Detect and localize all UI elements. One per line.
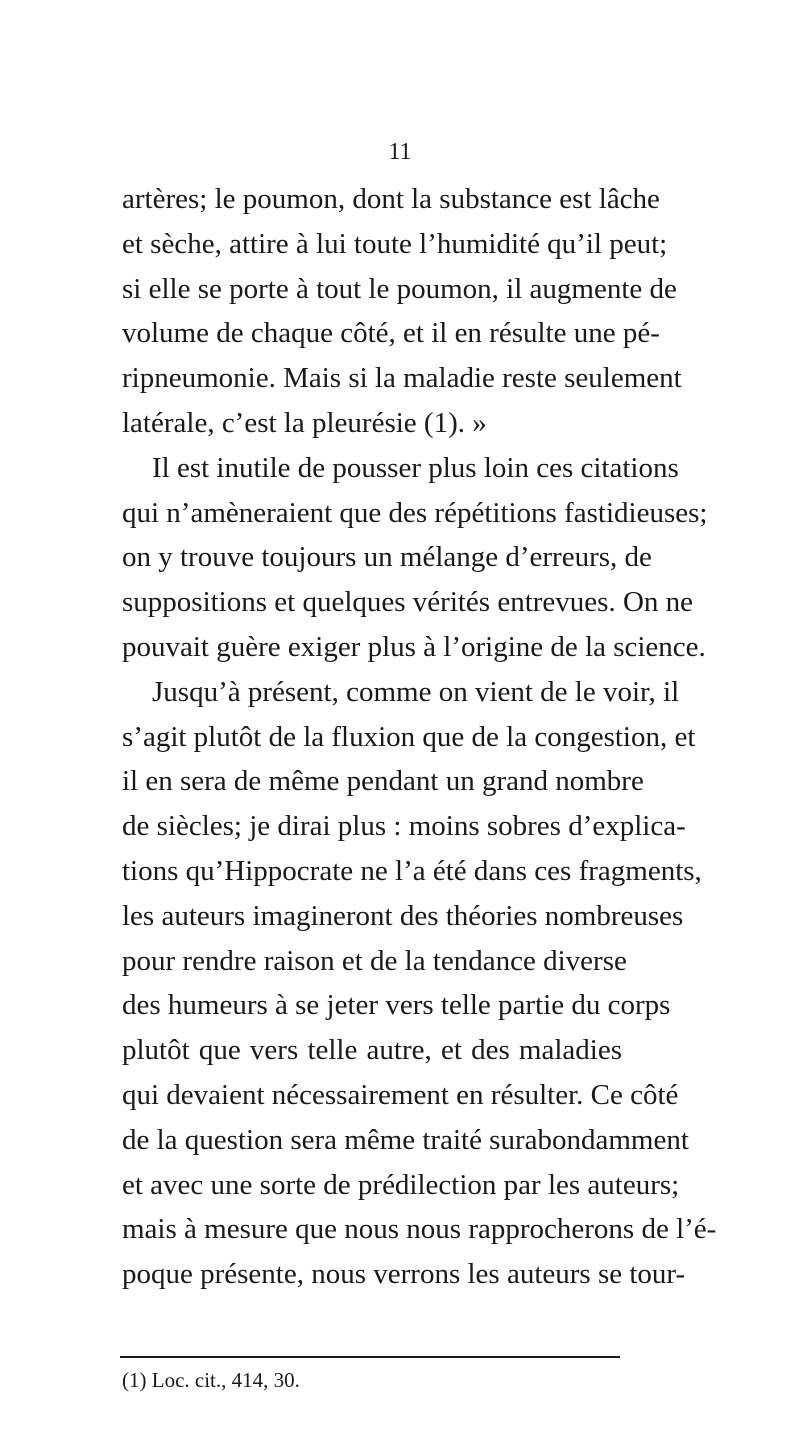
page-number: 11	[388, 139, 412, 165]
text-line: et sèche, attire à lui toute l’humidité qu’il peut;	[122, 227, 668, 260]
text-line: pouvait guère exiger plus à l’origine de la science.	[122, 630, 706, 663]
text-line: tions qu’Hippocrate ne l’a été dans ces fragments,	[122, 854, 702, 887]
text-line: les auteurs imagineront des théories nombreuses	[122, 899, 684, 932]
text-line: Il est inutile de pousser plus loin ces citations	[152, 451, 679, 484]
text-line: plutôt que vers telle autre, et des maladies	[122, 1034, 622, 1067]
footnote-rule	[120, 1356, 620, 1358]
text-line: poque présente, nous verrons les auteurs se tour-	[122, 1258, 686, 1291]
text-line: il en sera de même pendant un grand nombre	[122, 765, 644, 798]
text-line: suppositions et quelques vérités entrevues. On ne	[122, 586, 694, 619]
text-line: ripneumonie. Mais si la maladie reste seulement	[122, 362, 682, 395]
footnote: (1) Loc. cit., 414, 30.	[122, 1368, 300, 1392]
text-line: artères; le poumon, dont la substance est lâche	[122, 183, 660, 215]
text-line: de la question sera même traité surabondamment	[122, 1123, 689, 1156]
text-line: qui devaient nécessairement en résulter. Ce côté	[122, 1078, 679, 1111]
text-line: des humeurs à se jeter vers telle partie du corps	[122, 989, 671, 1022]
text-line: Jusqu’à présent, comme on vient de le voir, il	[152, 675, 680, 708]
text-line: qui n’amèneraient que des répétitions fastidieuses;	[122, 496, 708, 529]
text-line: si elle se porte à tout le poumon, il augmente de	[122, 272, 677, 305]
text-line: et avec une sorte de prédilection par les auteurs;	[122, 1168, 680, 1201]
body-text	[122, 177, 717, 1297]
text-line: de siècles; je dirai plus : moins sobres d’explica-	[122, 810, 686, 843]
text-line: on y trouve toujours un mélange d’erreurs, de	[122, 541, 652, 574]
text-line: mais à mesure que nous nous rapprocherons de l’é-	[122, 1213, 717, 1246]
text-line: latérale, c’est la pleurésie (1). »	[122, 406, 487, 439]
text-line: volume de chaque côté, et il en résulte une pé-	[122, 317, 660, 350]
text-line: s’agit plutôt de la fluxion que de la congestion, et	[122, 720, 696, 753]
text-line: pour rendre raison et de la tendance diverse	[122, 944, 627, 977]
